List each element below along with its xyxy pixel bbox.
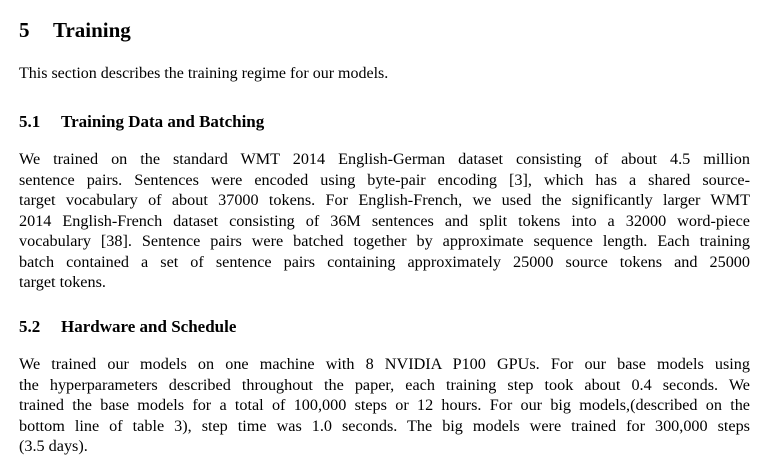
paragraph-line: vocabulary [38]. Sentence pairs were batched together by approximate sequence length. Each training	[19, 232, 750, 250]
paragraph-line: We trained our models on one machine with 8 NVIDIA P100 GPUs. For our base models using	[19, 355, 750, 373]
subsection-title: Hardware and Schedule	[61, 317, 237, 336]
subsection-heading-data-batching	[19, 111, 264, 133]
section-title: Training	[53, 18, 131, 42]
paragraph-line: the hyperparameters described throughout the paper, each training step took about 0.4 seconds. We	[19, 375, 750, 394]
section-intro: This section describes the training regime for our models.	[19, 65, 389, 82]
section-heading	[19, 16, 131, 44]
section-number: 5	[19, 18, 30, 42]
subsection-heading-hardware-schedule	[19, 316, 236, 338]
paragraph-line: sentence pairs. Sentences were encoded using byte-pair encoding [3], which has a shared source-	[19, 170, 750, 189]
subsection-title: Training Data and Batching	[61, 112, 265, 131]
subsection-number: 5.1	[19, 112, 41, 131]
paragraph-line: trained the base models for a total of 100,000 steps or 12 hours. For our big models,(described on the	[19, 396, 750, 414]
paragraph-line: target tokens.	[19, 273, 106, 291]
paragraph-line: We trained on the standard WMT 2014 English-German dataset consisting of about 4.5 million	[19, 150, 750, 168]
paragraph-line: 2014 English-French dataset consisting of 36M sentences and split tokens into a 32000 word-piece	[19, 211, 750, 230]
paragraph-hardware-schedule	[19, 354, 750, 457]
paragraph-line: (3.5 days).	[19, 437, 88, 455]
paragraph-line: target vocabulary of about 37000 tokens. For English-French, we used the significantly larger WMT	[19, 191, 750, 209]
paragraph-line: batch contained a set of sentence pairs containing approximately 25000 source tokens and 25000	[19, 252, 750, 271]
paragraph-data-batching	[19, 149, 750, 293]
subsection-number: 5.2	[19, 317, 41, 336]
paragraph-line: bottom line of table 3), step time was 1.0 seconds. The big models were trained for 300,000 steps	[19, 416, 750, 435]
